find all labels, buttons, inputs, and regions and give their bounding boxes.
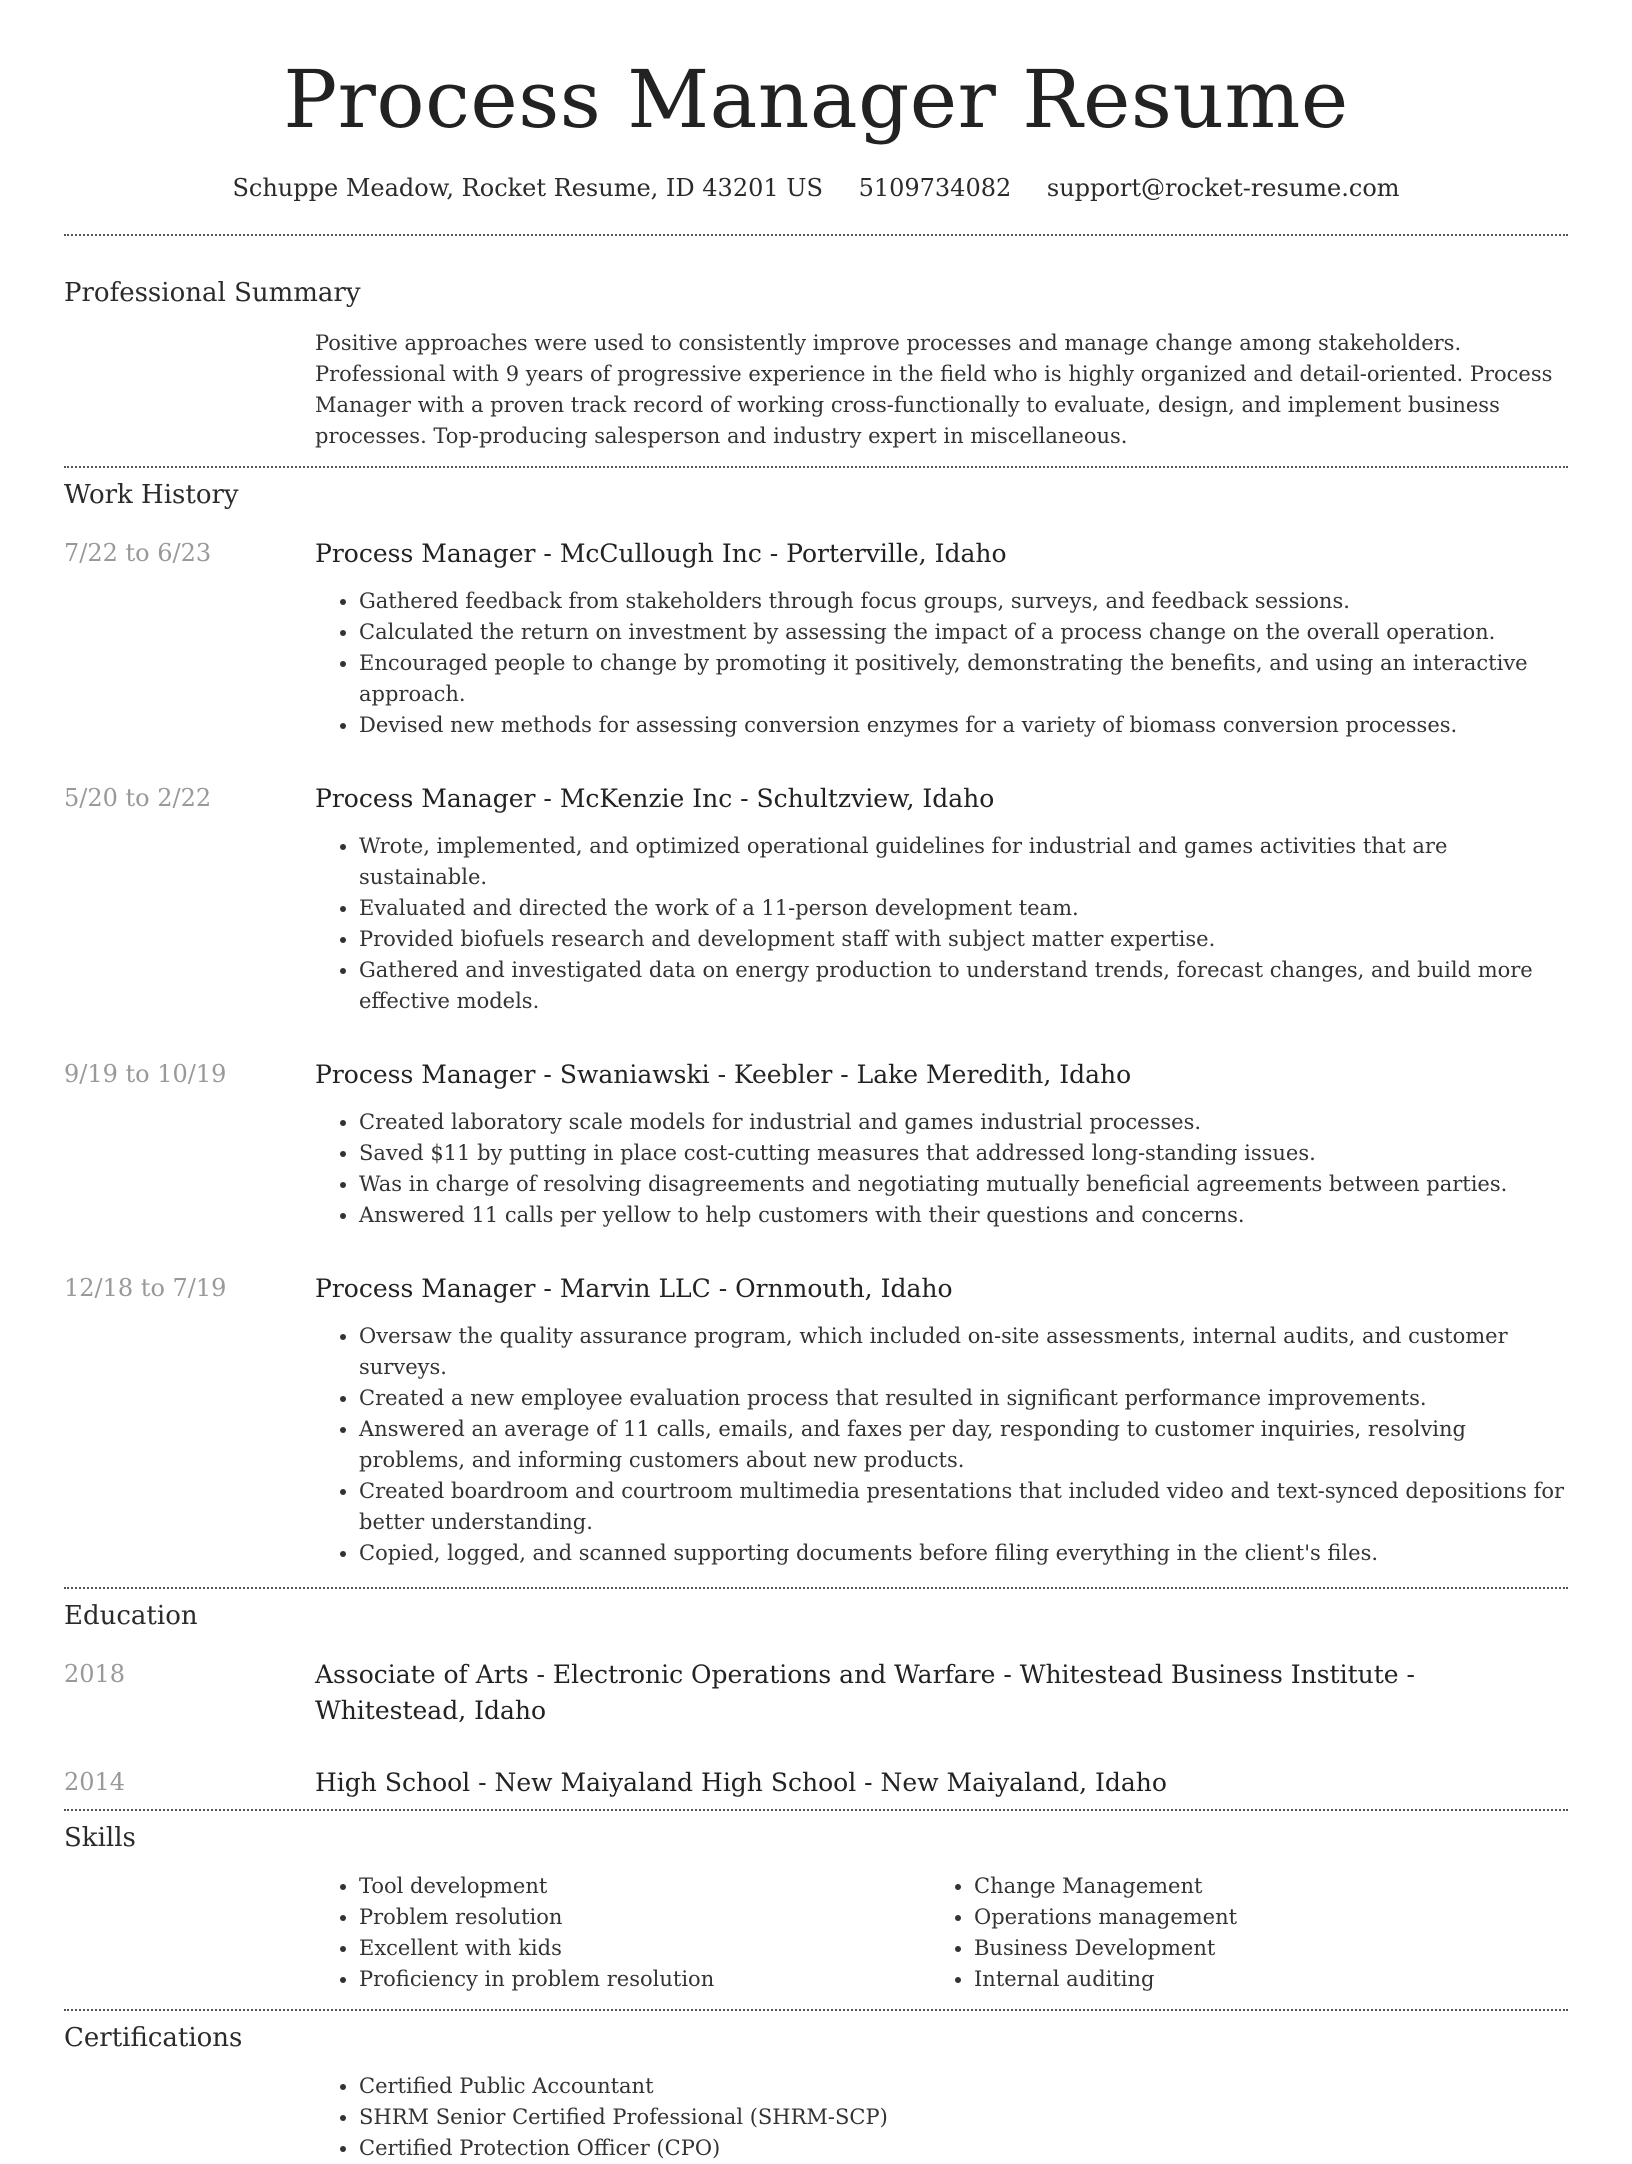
skill-item: • Excellent with kids — [359, 1933, 930, 1964]
work-bullet: • Wrote, implemented, and optimized operational guidelines for industrial and games activities that are sustainable. — [359, 831, 1568, 893]
education-heading: Associate of Arts - Electronic Operations and Warfare - Whitestead Business Institute - Whitestead, Idaho — [315, 1660, 1415, 1725]
divider — [64, 234, 1568, 236]
skill-item: • Problem resolution — [359, 1902, 930, 1933]
work-heading: Process Manager - Marvin LLC - Ornmouth, Idaho — [315, 1274, 953, 1303]
education-section — [64, 1589, 1568, 1809]
work-entry — [64, 1271, 1568, 1569]
certifications-list — [315, 2071, 1568, 2164]
section-title-certifications: Certifications — [64, 2023, 243, 2053]
contact-phone: 5109734082 — [858, 174, 1012, 202]
work-bullet: • Devised new methods for assessing conversion enzymes for a variety of biomass conversion processes. — [359, 710, 1568, 741]
work-bullet: • Encouraged people to change by promoting it positively, demonstrating the benefits, and using an interactive approach. — [359, 648, 1568, 710]
skills-columns — [315, 1871, 1568, 1995]
work-bullet: • Created boardroom and courtroom multimedia presentations that included video and text-synced depositions for better understanding. — [359, 1476, 1568, 1538]
work-bullets — [315, 1107, 1568, 1231]
contact-address: Schuppe Meadow, Rocket Resume, ID 43201 US — [232, 174, 823, 202]
work-bullet: • Provided biofuels research and development staff with subject matter expertise. — [359, 924, 1568, 955]
work-bullet: • Answered 11 calls per yellow to help customers with their questions and concerns. — [359, 1200, 1568, 1231]
skill-item: • Proficiency in problem resolution — [359, 1964, 930, 1995]
work-heading: Process Manager - McCullough Inc - Porterville, Idaho — [315, 539, 1007, 568]
work-bullet: • Copied, logged, and scanned supporting documents before filing everything in the client's files. — [359, 1538, 1568, 1569]
work-bullet: • Answered an average of 11 calls, emails, and faxes per day, responding to customer inquiries, resolving problems, and informing customers about new products. — [359, 1414, 1568, 1476]
education-entry — [64, 1657, 1568, 1729]
skills-column-left — [315, 1871, 930, 1995]
skill-item: • Operations management — [974, 1902, 1545, 1933]
work-bullet: • Created a new employee evaluation process that resulted in significant performance improvements. — [359, 1383, 1568, 1414]
certification-item: • Certified Public Accountant — [359, 2071, 1568, 2102]
work-history-section — [64, 468, 1568, 1587]
section-title-education: Education — [64, 1601, 198, 1631]
work-bullets — [315, 586, 1568, 741]
work-bullet: • Gathered and investigated data on energy production to understand trends, forecast changes, and build more effective models. — [359, 955, 1568, 1017]
skill-item: • Internal auditing — [974, 1964, 1545, 1995]
work-date: 9/19 to 10/19 — [64, 1060, 227, 1088]
resume-title: Process Manager Resume — [283, 53, 1349, 146]
work-bullet: • Created laboratory scale models for industrial and games industrial processes. — [359, 1107, 1568, 1138]
work-entry — [64, 1057, 1568, 1231]
summary-section — [64, 276, 1568, 452]
section-title-work-history: Work History — [64, 480, 239, 510]
education-entry — [64, 1765, 1568, 1801]
work-entry — [64, 536, 1568, 741]
work-heading: Process Manager - McKenzie Inc - Schultzview, Idaho — [315, 784, 995, 813]
section-title-summary: Professional Summary — [64, 278, 361, 308]
section-title-skills: Skills — [64, 1823, 136, 1853]
work-bullets — [315, 831, 1568, 1017]
education-date: 2018 — [64, 1660, 126, 1688]
work-heading: Process Manager - Swaniawski - Keebler - Lake Meredith, Idaho — [315, 1060, 1132, 1089]
education-date: 2014 — [64, 1768, 126, 1796]
work-bullet: • Was in charge of resolving disagreements and negotiating mutually beneficial agreements between parties. — [359, 1169, 1568, 1200]
certification-item: • SHRM Senior Certified Professional (SHRM-SCP) — [359, 2102, 1568, 2133]
contact-info — [64, 172, 1568, 204]
skills-section — [64, 1811, 1568, 2009]
skill-item: • Change Management — [974, 1871, 1545, 1902]
work-bullet: • Oversaw the quality assurance program, which included on-site assessments, internal audits, and customer surveys. — [359, 1321, 1568, 1383]
work-date: 12/18 to 7/19 — [64, 1274, 227, 1302]
work-bullet: • Gathered feedback from stakeholders through focus groups, surveys, and feedback sessions. — [359, 586, 1568, 617]
work-date: 5/20 to 2/22 — [64, 784, 212, 812]
work-date: 7/22 to 6/23 — [64, 539, 212, 567]
work-bullet: • Saved $11 by putting in place cost-cutting measures that addressed long-standing issues. — [359, 1138, 1568, 1169]
summary-text: Positive approaches were used to consistently improve processes and manage change among stakeholders. Professional with 9 years of progressive experience in the field who is highly organized and detail-oriented. Process Manager with a proven track record of working cross-functionally to evaluate, design, and implement business processes. Top-producing salesperson and industry expert in miscellaneous. — [315, 331, 1553, 448]
education-heading: High School - New Maiyaland High School - New Maiyaland, Idaho — [315, 1768, 1167, 1797]
skills-column-right — [930, 1871, 1545, 1995]
skill-item: • Tool development — [359, 1871, 930, 1902]
work-entry — [64, 781, 1568, 1017]
skill-item: • Business Development — [974, 1933, 1545, 1964]
work-bullets — [315, 1321, 1568, 1569]
certifications-section — [64, 2011, 1568, 2164]
contact-email: support@rocket-resume.com — [1046, 174, 1400, 202]
work-bullet: • Evaluated and directed the work of a 11-person development team. — [359, 893, 1568, 924]
certification-item: • Certified Protection Officer (CPO) — [359, 2133, 1568, 2164]
work-bullet: • Calculated the return on investment by assessing the impact of a process change on the overall operation. — [359, 617, 1568, 648]
